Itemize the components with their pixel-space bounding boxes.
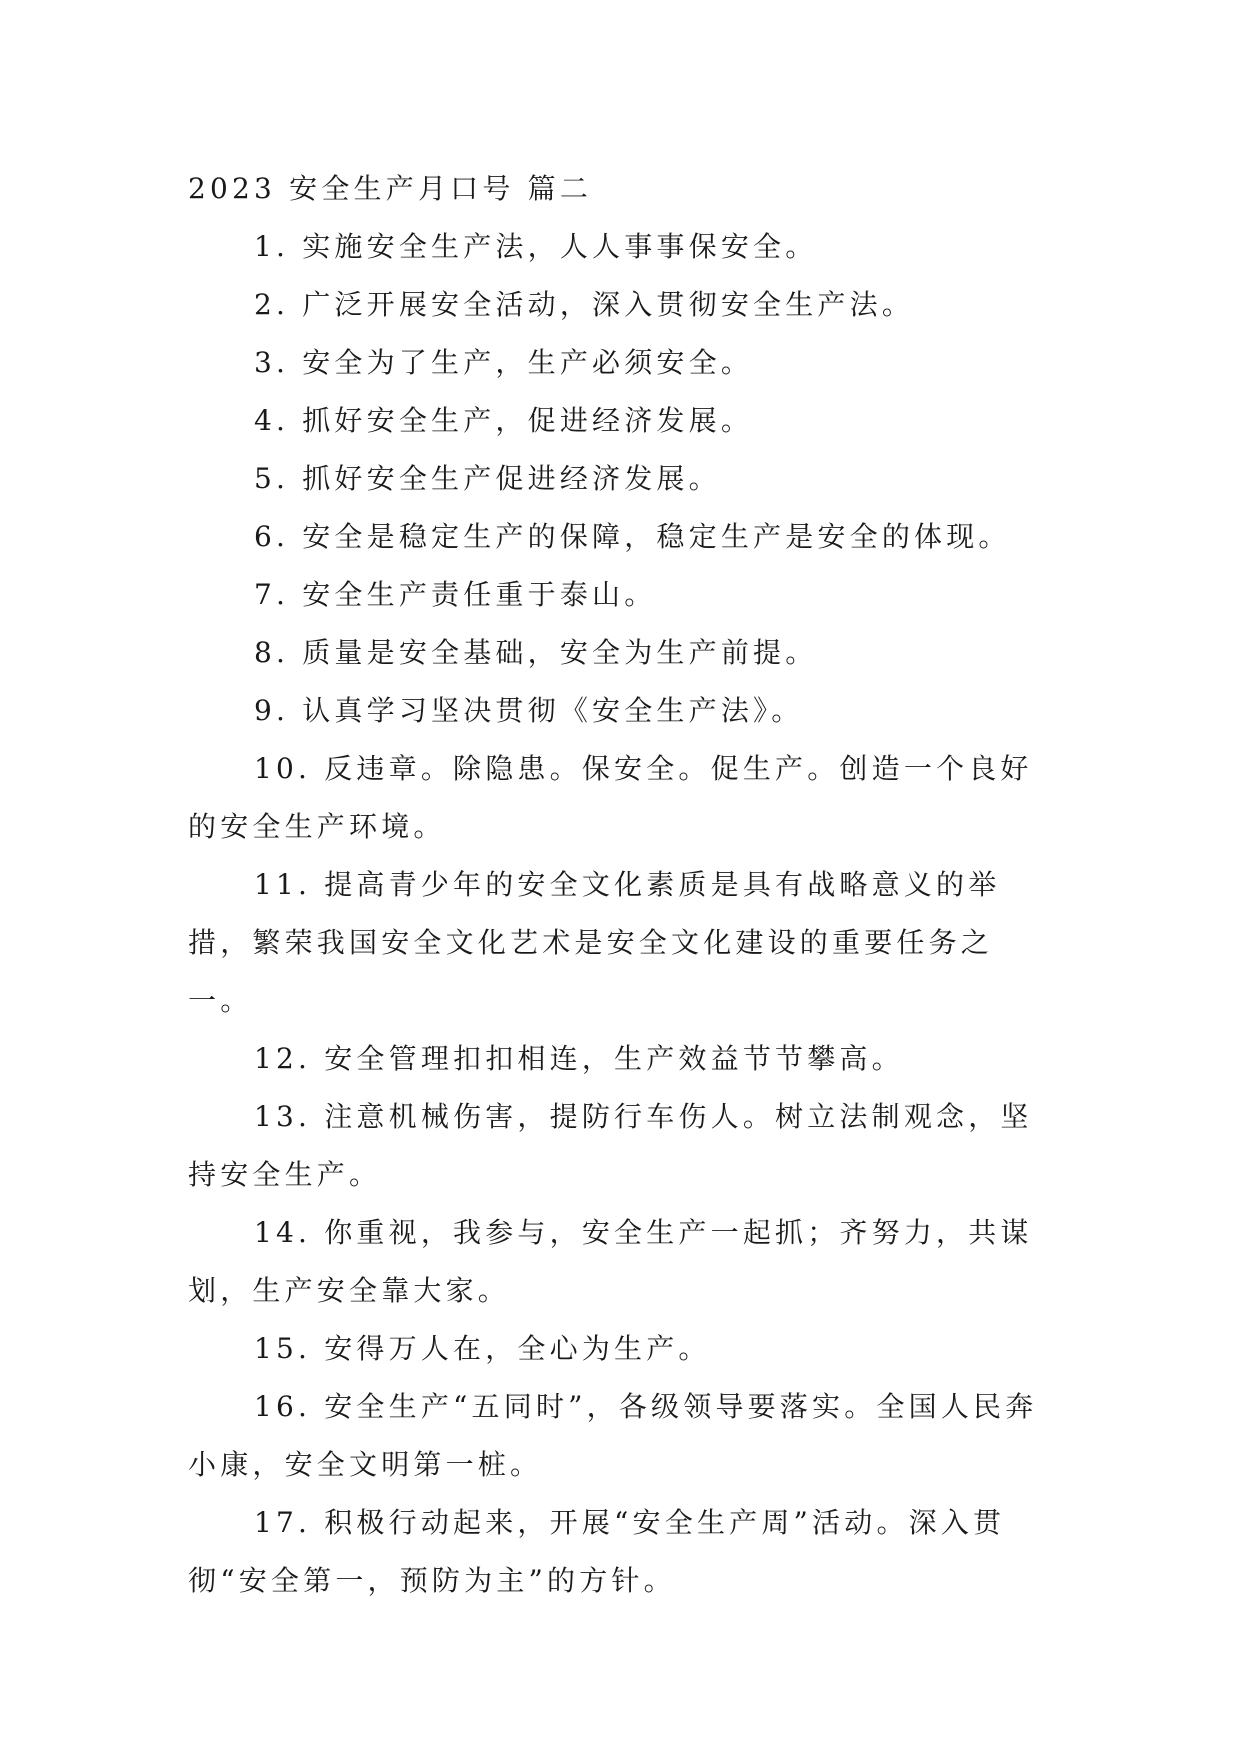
slogan-item-14: 14. 你重视，我参与，安全生产一起抓；齐努力，共谋划，生产安全靠大家。 — [188, 1216, 1033, 1307]
slogan-item-4: 4. 抓好安全生产，促进经济发展。 — [254, 404, 754, 437]
slogan-item-10: 10. 反违章。除隐患。保安全。促生产。创造一个良好的安全生产环境。 — [188, 752, 1033, 843]
slogan-item-16: 16. 安全生产“五同时”，各级领导要落实。全国人民奔小康，安全文明第一桩。 — [188, 1390, 1038, 1481]
slogan-item-13: 13. 注意机械伤害，提防行车伤人。树立法制观念，坚持安全生产。 — [188, 1100, 1033, 1191]
slogan-item-15: 15. 安得万人在，全心为生产。 — [254, 1332, 711, 1365]
slogan-item-7: 7. 安全生产责任重于泰山。 — [254, 578, 657, 611]
document-title: 2023 安全生产月口号 篇二 — [188, 172, 593, 205]
slogan-item-1: 1. 实施安全生产法，人人事事保安全。 — [254, 230, 818, 263]
slogan-item-11: 11. 提高青少年的安全文化素质是具有战略意义的举措，繁荣我国安全文化艺术是安全文化建设的重要任务之一。 — [188, 868, 1001, 1017]
document-body — [188, 160, 1054, 1610]
slogan-item-6: 6. 安全是稳定生产的保障，稳定生产是安全的体现。 — [254, 520, 1011, 553]
slogan-item-8: 8. 质量是安全基础，安全为生产前提。 — [254, 636, 818, 669]
slogan-item-17: 17. 积极行动起来，开展“安全生产周”活动。深入贯彻“安全第一，预防为主”的方针。 — [188, 1506, 1006, 1597]
slogan-item-3: 3. 安全为了生产，生产必须安全。 — [254, 346, 754, 379]
slogan-item-9: 9. 认真学习坚决贯彻《安全生产法》。 — [254, 694, 804, 727]
slogan-item-5: 5. 抓好安全生产促进经济发展。 — [254, 462, 721, 495]
slogan-item-2: 2. 广泛开展安全活动，深入贯彻安全生产法。 — [254, 288, 915, 321]
slogan-item-12: 12. 安全管理扣扣相连，生产效益节节攀高。 — [254, 1042, 904, 1075]
